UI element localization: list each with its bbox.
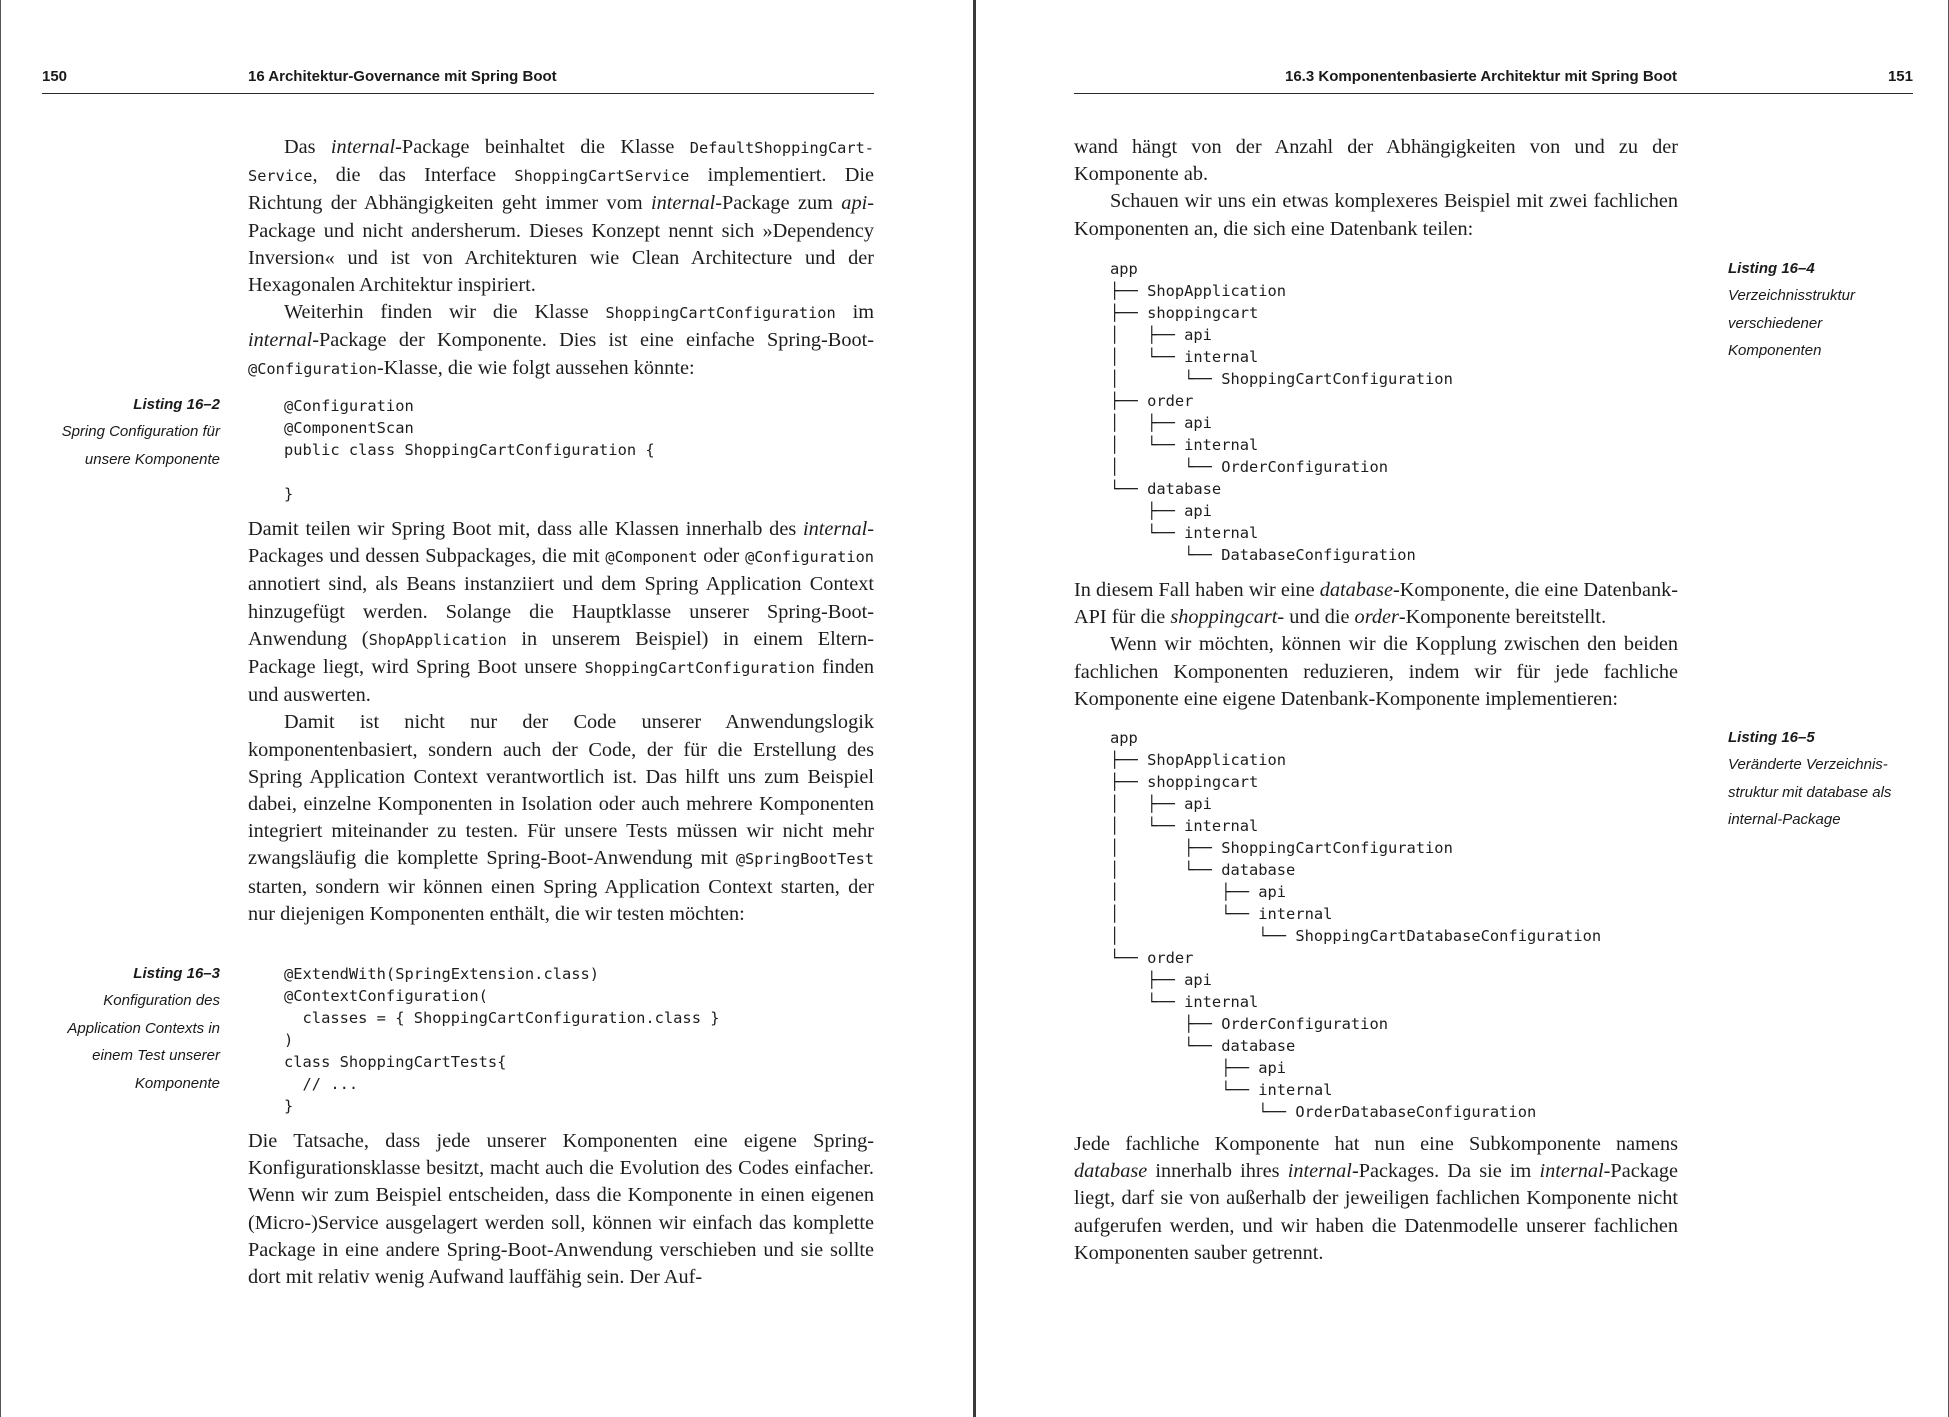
text-run: shoppingcart-: [1170, 606, 1285, 629]
inline-code: @Component: [605, 548, 698, 567]
header-rule: [1074, 93, 1913, 94]
text-run: Schauen wir uns ein etwas komplexeres Beispiel mit zwei fachlichen Komponenten an, die sich eine Datenbank teilen:: [1074, 190, 1678, 240]
inline-code: @SpringBootTest: [735, 850, 874, 869]
body-text-block-2: [1074, 577, 1678, 713]
text-run: database: [1074, 1160, 1148, 1183]
listing-caption-line: einem Test unserer: [92, 1047, 220, 1065]
text-run: -Komponente bereitstellt.: [1398, 606, 1607, 629]
listing-caption: [40, 391, 220, 473]
text-run: implementiert. Die Richtung der Abhängigkeiten geht immer vom: [248, 164, 874, 215]
text-run: internal: [1287, 1160, 1352, 1183]
text-run: -Packages. Da sie im: [1351, 1160, 1540, 1183]
paragraph: [1074, 134, 1678, 188]
paragraph: [248, 1128, 874, 1291]
right-page: [976, 0, 1949, 1417]
text-run: starten, sondern wir können einen Spring Application Context starten, der nur diejenigen Komponenten enthält, die wir testen möchten:: [248, 875, 874, 925]
text-run: -Package der Komponente. Dies ist eine einfache Spring-Boot-: [312, 329, 874, 352]
listing-caption-line: Spring Configuration für: [61, 423, 220, 441]
listing-caption-line: unsere Komponente: [84, 450, 220, 468]
code-listing: @Configuration @ComponentScan public class ShoppingCartConfiguration { }: [284, 397, 655, 503]
listing-number: Listing 16–5: [1728, 729, 1815, 746]
inline-code: ShopApplication: [368, 630, 507, 649]
text-run: Wenn wir möchten, können wir die Kopplung zwischen den beiden fachlichen Komponenten reduzieren, indem wir für jede fachliche Komponente eine eigene Datenbank-Komponente implementieren:: [1074, 633, 1678, 710]
text-run: -Klasse, die wie folgt aussehen könnte:: [376, 356, 695, 379]
text-run: Die Tatsache, dass jede unserer Komponenten eine eigene Spring-Konfigurationsklasse besitzt, macht auch die Evolution des Codes einfacher. Wenn wir zum Beispiel entscheiden, dass die Komponente in einen eigenen (Micro-)Service ausgelagert werden soll, können wir einfach das komplette Package in eine andere Spring-Boot-Anwendung verschieben und sie sollte dort mit relativ wenig Aufwand lauffähig sein. Der Auf-: [248, 1130, 874, 1289]
listing-caption-line: Application Contexts in: [67, 1019, 220, 1037]
text-run: Damit ist nicht nur der Code unserer Anwendungslogik komponentenbasiert, sondern auch der Code, der für die Erstellung des Spring Application Context verantwortlich ist. Das hilft uns zum Beispiel dabei, einzelne Komponenten in Isolation oder auch mehrere Komponenten integriert miteinander zu testen. Für unsere Tests müssen wir nicht mehr zwangsläufig die komplette Spring-Boot-Anwendung mit: [248, 711, 874, 870]
paragraph: [248, 709, 874, 928]
listing-caption-line: struktur mit database als: [1728, 783, 1892, 801]
page-number: 150: [42, 68, 68, 85]
text-run: internal: [651, 192, 716, 215]
listing-caption-line: Konfiguration des: [103, 992, 220, 1010]
paragraph: [248, 134, 874, 299]
paragraph: [1074, 1131, 1678, 1267]
text-run: internal: [248, 329, 313, 352]
text-run: finden und auswerten.: [248, 656, 874, 707]
paragraph: [1074, 631, 1678, 713]
paragraph: [1074, 188, 1678, 242]
text-run: in unserem Beispiel) in einem Eltern-Package liegt, wird Spring Boot unsere: [248, 627, 875, 679]
listing-caption-line: Verzeichnisstruktur: [1728, 287, 1855, 305]
listing-number: Listing 16–2: [133, 396, 220, 413]
listing-number: Listing 16–3: [133, 965, 220, 982]
running-header-right: [976, 68, 1949, 90]
inline-code: @Configuration: [248, 359, 377, 378]
text-run: internal: [1539, 1160, 1604, 1183]
text-run: Weiterhin finden wir die Klasse: [284, 301, 606, 324]
inline-code: DefaultShoppingCart-Service: [248, 139, 874, 186]
listing-caption: [1728, 724, 1928, 834]
text-run: -Package liegt, darf sie von außerhalb der jeweiligen fachlichen Komponente nicht aufgerufen werden, und wir haben die Datenmodelle unserer fachlichen Komponenten sauber getrennt.: [1074, 1160, 1678, 1264]
listing-caption-line: Komponenten: [1728, 342, 1822, 360]
text-run: -Komponente, die eine Datenbank-API für die: [1074, 579, 1678, 629]
text-run: , die das Interface: [312, 164, 515, 187]
body-text-block-3: [1074, 1131, 1678, 1267]
code-listing: app ├── ShopApplication ├── shoppingcart │ ├── api │ └── internal │ └── ShoppingCartConfiguration ├── order │ ├── api │ └── internal │ └── OrderConfiguration └── database ├── api └── internal └── DatabaseConfiguration: [1110, 260, 1453, 564]
text-run: Das: [284, 136, 331, 158]
text-run: database: [1319, 579, 1393, 601]
listing-caption-line: Veränderte Verzeichnis-: [1728, 756, 1888, 774]
text-run: In diesem Fall haben wir eine: [1074, 579, 1320, 601]
inline-code: ShoppingCartConfiguration: [605, 304, 836, 323]
text-run: -Package beinhaltet die Klasse: [395, 136, 690, 158]
listing-number: Listing 16–4: [1728, 260, 1815, 277]
running-header-left: [0, 68, 973, 90]
text-run: -Packages und dessen Subpackages, die mit: [248, 518, 874, 568]
text-run: innerhalb ihres: [1147, 1160, 1288, 1183]
page-number: 151: [1887, 68, 1913, 85]
listing-caption: [1728, 255, 1928, 365]
text-run: order: [1354, 606, 1399, 629]
code-listing: app ├── ShopApplication ├── shoppingcart │ ├── api │ └── internal │ ├── ShoppingCartConfiguration │ └── database │ ├── api │ └── internal │ └── ShoppingCartDatabaseConfiguration └── order ├── api └── internal ├── OrderConfiguration └── database ├── api └── internal └── OrderDatabaseConfiguration: [1110, 729, 1602, 1121]
text-run: und die: [1284, 606, 1355, 629]
text-run: Jede fachliche Komponente hat nun eine Subkomponente namens: [1074, 1133, 1678, 1155]
text-run: internal: [803, 518, 868, 540]
code-listing: @ExtendWith(SpringExtension.class) @ContextConfiguration( classes = { ShoppingCartConfiguration.class } ) class ShoppingCartTests{ // ... }: [284, 965, 720, 1115]
listing-caption-line: verschiedener: [1728, 314, 1823, 332]
text-run: wand hängt von der Anzahl der Abhängigkeiten von und zu der Komponente ab.: [1074, 136, 1678, 186]
text-run: oder: [697, 545, 746, 568]
page-edge-left: [0, 0, 1, 1417]
left-page: [0, 0, 973, 1417]
text-run: im: [835, 301, 874, 324]
chapter-heading: 16 Architektur-Governance mit Spring Boot: [248, 68, 557, 85]
body-text-block-1: [248, 134, 874, 383]
section-heading: 16.3 Komponentenbasierte Architektur mit Spring Boot: [1285, 68, 1677, 85]
paragraph: [248, 516, 874, 709]
text-run: Damit teilen wir Spring Boot mit, dass alle Klassen innerhalb des: [248, 518, 803, 540]
listing-caption: [40, 960, 220, 1097]
inline-code: @Configuration: [745, 548, 874, 567]
body-text-block-2: [248, 516, 874, 928]
body-text-block-3: [248, 1128, 874, 1291]
text-run: internal: [330, 136, 396, 158]
text-run: -Package und nicht andersherum. Dieses Konzept nennt sich »Dependency Inversion« und ist von Architekturen wie Clean Architecture und der Hexagonalen Architektur inspiriert.: [248, 192, 874, 297]
text-run: annotiert sind, als Beans instanziiert und dem Spring Application Context hinzugefügt werden. Solange die Hauptklasse unserer Spring-Boot-Anwendung (: [248, 573, 874, 650]
inline-code: ShoppingCartConfiguration: [584, 659, 815, 678]
inline-code: ShoppingCartService: [514, 167, 690, 186]
body-text-block-1: [1074, 134, 1678, 243]
listing-caption-line: Komponente: [134, 1074, 220, 1092]
text-run: -Package zum: [715, 192, 842, 215]
paragraph: [1074, 577, 1678, 631]
paragraph: [248, 299, 874, 383]
text-run: api: [841, 192, 868, 215]
listing-caption-line: internal-Package: [1728, 811, 1841, 829]
header-rule: [42, 93, 874, 94]
